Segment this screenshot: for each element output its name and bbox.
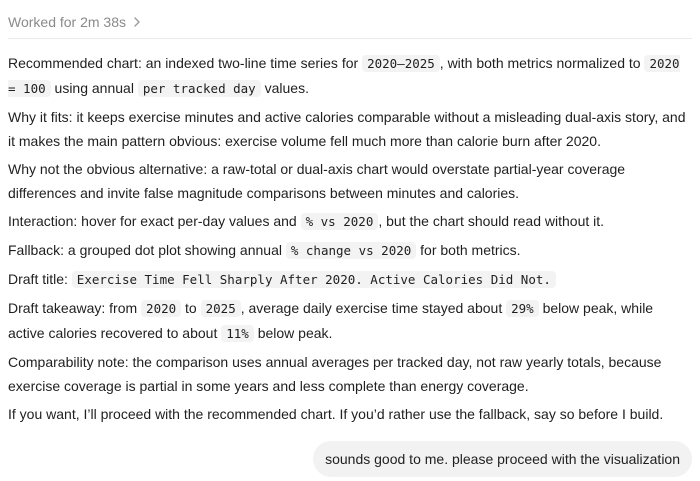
text-span: Draft title: <box>8 271 72 287</box>
text-span: for both metrics. <box>416 242 521 258</box>
paragraph-proceed-question: If you want, I’ll proceed with the recommended chart. If you’d rather use the fallback, say so before I build. <box>8 406 664 422</box>
code-span: 11% <box>221 325 254 342</box>
paragraph-draft-takeaway <box>8 296 692 346</box>
text-span: Recommended chart: an indexed two-line time series for <box>8 55 363 71</box>
code-span: 2025 <box>201 300 241 317</box>
paragraph-comparability-note: Comparability note: the comparison uses annual averages per tracked day, not raw yearly totals, because exercise coverage is partial in some years and less complete than energy coverage. <box>8 354 662 394</box>
code-span: 29% <box>506 300 539 317</box>
text-span: values. <box>260 80 309 96</box>
code-span: Exercise Time Fell Sharply After 2020. Active Calories Did Not. <box>72 271 556 288</box>
text-span: below peak, while active calories recovered to about <box>8 300 654 341</box>
paragraph-why-it-fits: Why it fits: it keeps exercise minutes and active calories comparable without a misleading dual-axis story, and it makes the main pattern obvious: exercise volume fell much more than calorie burn after 2020. <box>8 109 686 149</box>
text-span: below peak. <box>253 325 333 341</box>
code-span: % vs 2020 <box>301 213 379 230</box>
text-span: Draft takeaway: from <box>8 300 142 316</box>
code-span: 2020–2025 <box>362 55 440 72</box>
assistant-message <box>8 51 692 430</box>
text-span: , but the chart should read without it. <box>378 213 605 229</box>
code-span: 2020 = 100 <box>8 56 680 96</box>
text-span: , with both metrics normalized to <box>439 55 645 71</box>
worked-for-label: Worked for 2m 38s <box>8 14 127 30</box>
code-span: 2020 <box>141 300 181 317</box>
paragraph-fallback <box>8 238 692 263</box>
code-span: per tracked day <box>138 80 261 97</box>
user-message-bubble: sounds good to me. please proceed with the visualization <box>313 441 692 477</box>
paragraph-interaction <box>8 209 692 234</box>
header-divider <box>8 38 692 39</box>
paragraph-recommended-chart <box>8 51 692 101</box>
text-span: Interaction: hover for exact per-day values and <box>8 213 301 229</box>
text-span: using annual <box>50 80 138 96</box>
chevron-right-icon <box>132 15 142 29</box>
code-span: % change vs 2020 <box>286 242 416 259</box>
text-span: Fallback: a grouped dot plot showing annual <box>8 242 286 258</box>
paragraph-why-not-alternative: Why not the obvious alternative: a raw-total or dual-axis chart would overstate partial-year coverage differences and invite false magnitude comparisons between minutes and calories. <box>8 161 626 201</box>
text-span: to <box>181 300 201 316</box>
text-span: , average daily exercise time stayed about <box>240 300 507 316</box>
paragraph-draft-title <box>8 267 692 292</box>
worked-for-toggle[interactable] <box>8 14 142 30</box>
